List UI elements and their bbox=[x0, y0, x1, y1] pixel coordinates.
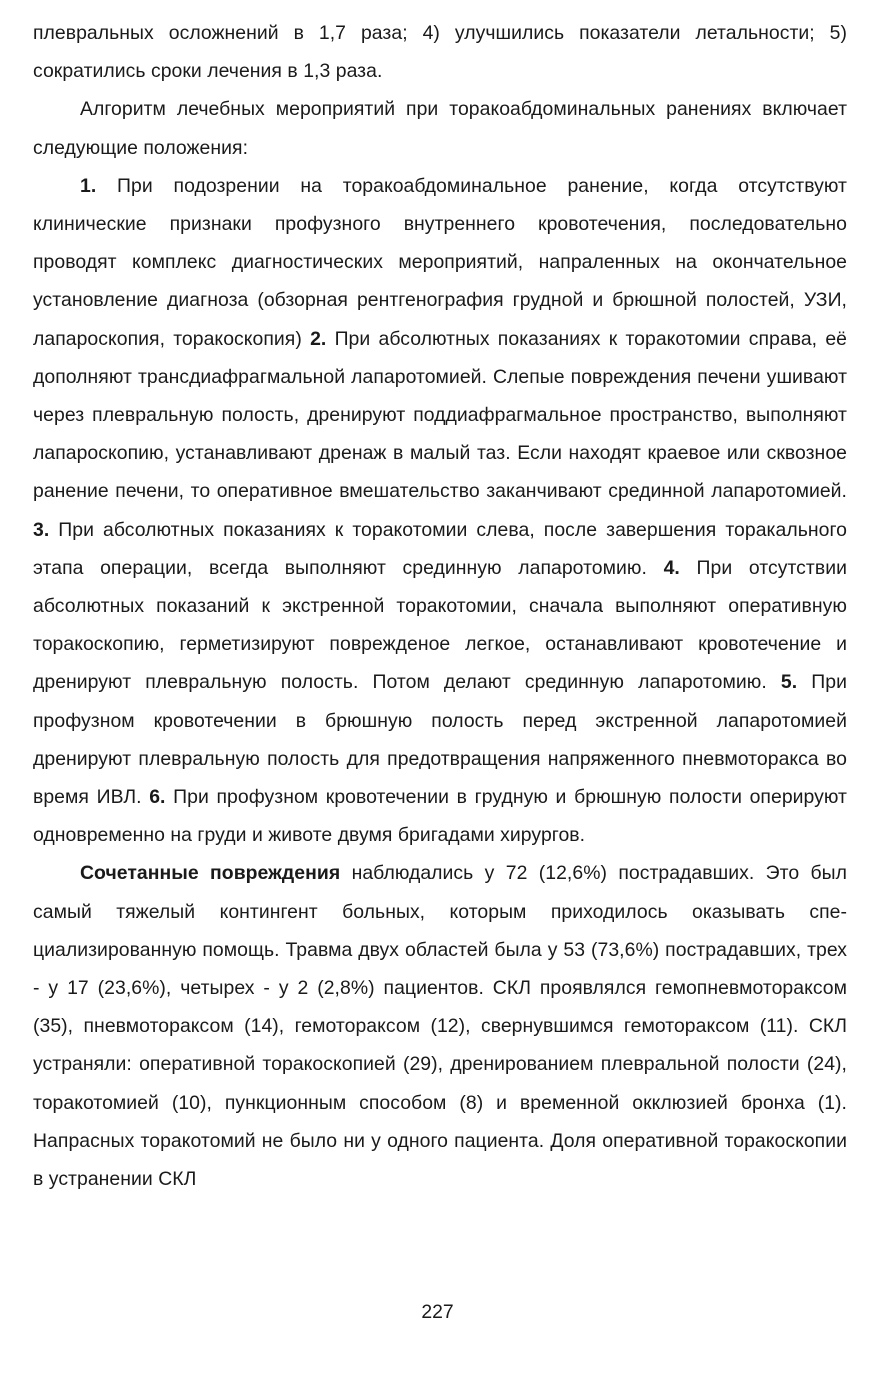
step-number-1: 1. bbox=[80, 174, 97, 197]
page-number: 227 bbox=[421, 1301, 454, 1323]
step-number-6: 6. bbox=[149, 786, 166, 809]
paragraph-intro: плевральных осложнений в 1,7 раза; 4) улучшились показатели летальности; 5) сократились сроки лечения в 1,3 раза. bbox=[33, 22, 847, 83]
step-text-5: При профузном кровотечении в брюшную полость перед экстренной лапаротомией дренируют плевральную полость для предотвращения напряженного пневмоторакса во время ИВЛ. bbox=[33, 671, 847, 809]
step-number-5: 5. bbox=[780, 671, 798, 694]
combined-injuries-text: наблюдались у 72 (12,6%) пострадавших. Это был самый тяжелый контингент больных, которым приходилось оказывать специализированную помощь. Травма двух областей была у 53 (73,6%) пострадавших, трех - у 17 (23,6%), четырех - у 2 (2,8%) пациентов. СКЛ проявлялся гемопневмотораксом (35), пневмотораксом (14), гемотораксом (12), свернувшимся гемотораксом (11). СКЛ устраняли: оперативной торакоскопией (29), дренированием плевральной полости (24), торакотомией (10), пункционным способом (8) и временной окклюзией бронха (1). Напрасных торакотомий не было ни у одного пациента. Доля оперативной торакоскопии в устранении СКЛ bbox=[33, 862, 847, 1191]
step-text-4: При отсутствии абсолютных показаний к экстренной торакотомии, сначала выполняют оперативную торакоскопию, герметизируют поврежденое легкое, останавливают кровотечение и дренируют плевральную полость. Потом делают срединную лапаротомию. bbox=[33, 556, 847, 694]
step-number-4: 4. bbox=[663, 556, 680, 579]
combined-injuries-heading: Сочетанные повреждения bbox=[80, 862, 341, 885]
paragraph-combined-injuries bbox=[33, 854, 847, 1198]
step-text-3: При абсолютных показаниях к торакотомии слева, после завершения торакального этапа операции, всегда выполняют срединную лапаротомию. bbox=[33, 518, 847, 579]
step-number-2: 2. bbox=[310, 327, 327, 350]
step-number-3: 3. bbox=[33, 518, 50, 541]
paragraph-algorithm: Алгоритм лечебных мероприятий при торакоабдоминальных ранениях включает следующие положения: bbox=[33, 98, 847, 159]
document-page bbox=[33, 14, 847, 1198]
step-text-1: При подозрении на торакоабдоминальное ранение, когда отсутствуют клинические признаки профузного внутреннего кровотечения, последовательно проводят комплекс диагностических мероприятий, напраленных на окончательное установление диагноза (обзорная рентгенография грудной и брюшной полостей, УЗИ, лапароскопия, торакоскопия) bbox=[33, 174, 847, 350]
paragraph-algorithm-steps bbox=[33, 167, 847, 855]
step-text-2: При абсолютных показаниях к торакотомии справа, её дополняют трансдиафрагмальной лапаротомией. Слепые повреждения печени ушивают через плевральную полость, дренируют поддиафрагмальное пространство, выполняют лапароскопию, устанавливают дренаж в малый таз. Если находят краевое или сквозное ранение печени, то оперативное вмешательство заканчивают срединной лапаротомией. bbox=[33, 327, 847, 503]
step-text-6: При профузном кровотечении в грудную и брюшную полости оперируют одновременно на груди и животе двумя бригадами хирургов. bbox=[33, 786, 847, 847]
